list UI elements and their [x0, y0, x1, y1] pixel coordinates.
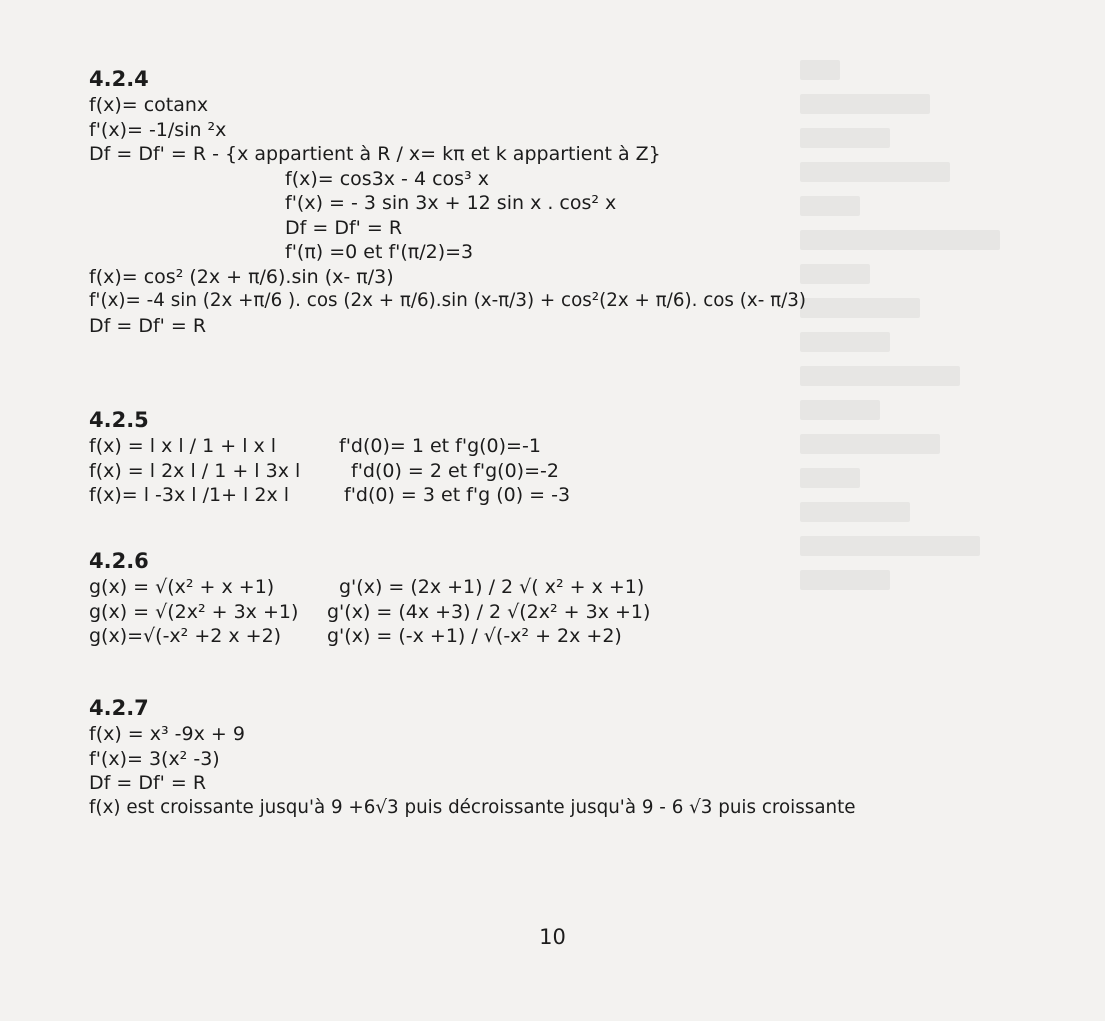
derivative-definition: g'(x) = (-x +1) / √(-x² + 2x +2): [327, 625, 622, 647]
derivative-values: f'd(0)= 1 et f'g(0)=-1: [339, 435, 541, 457]
section-4-2-4: [89, 67, 806, 338]
formula-line: Df = Df' = R - {x appartient à R / x= kπ et k appartient à Z}: [89, 143, 661, 165]
formula-row: [89, 575, 789, 600]
function-definition: f(x)= l -3x l /1+ l 2x l: [89, 484, 290, 506]
formula-line: f(x)= cotanx: [89, 94, 209, 116]
formula-row: [89, 624, 789, 649]
formula-line: Df = Df' = R: [89, 314, 207, 337]
formula-row: [89, 434, 789, 459]
formula-line: f'(x)= -4 sin (2x +π/6 ). cos (2x + π/6).sin (x-π/3) + cos²(2x + π/6). cos (x- π/3): [89, 290, 807, 311]
formula-row: [89, 600, 789, 625]
formula-line: Df = Df' = R: [89, 772, 207, 794]
page-number: 10: [539, 925, 566, 949]
derivative-definition: g'(x) = (2x +1) / 2 √( x² + x +1): [339, 576, 645, 598]
formula-line: f'(x) = - 3 sin 3x + 12 sin x . cos² x: [285, 192, 617, 214]
function-definition: g(x)=√(-x² +2 x +2): [89, 625, 282, 647]
section-heading: 4.2.6: [89, 549, 149, 573]
section-heading: 4.2.4: [89, 67, 149, 91]
section-heading: 4.2.5: [89, 408, 149, 432]
function-definition: g(x) = √(2x² + 3x +1): [89, 600, 299, 623]
section-4-2-6: [89, 549, 789, 649]
formula-line: f(x)= cos3x - 4 cos³ x: [285, 167, 489, 190]
formula-line: f'(x)= 3(x² -3): [89, 747, 220, 770]
formula-line: f(x)= cos² (2x + π/6).sin (x- π/3): [89, 265, 394, 288]
formula-line: f'(x)= -1/sin ²x: [89, 118, 227, 141]
formula-row: [89, 459, 789, 484]
formula-line: f(x) est croissante jusqu'à 9 +6√3 puis décroissante jusqu'à 9 - 6 √3 puis croissante: [89, 796, 856, 818]
derivative-values: f'd(0) = 3 et f'g (0) = -3: [344, 484, 571, 506]
formula-line: Df = Df' = R: [285, 216, 403, 239]
section-heading: 4.2.7: [89, 696, 149, 720]
formula-row: [89, 483, 789, 508]
section-4-2-5: [89, 408, 789, 508]
derivative-definition: g'(x) = (4x +3) / 2 √(2x² + 3x +1): [327, 600, 651, 623]
function-definition: f(x) = l x l / 1 + l x l: [89, 435, 277, 457]
function-definition: f(x) = l 2x l / 1 + l 3x l: [89, 459, 301, 482]
section-4-2-7: [89, 696, 856, 820]
derivative-values: f'd(0) = 2 et f'g(0)=-2: [351, 459, 559, 482]
formula-line: f(x) = x³ -9x + 9: [89, 723, 245, 745]
function-definition: g(x) = √(x² + x +1): [89, 576, 275, 598]
formula-line: f'(π) =0 et f'(π/2)=3: [285, 241, 474, 263]
